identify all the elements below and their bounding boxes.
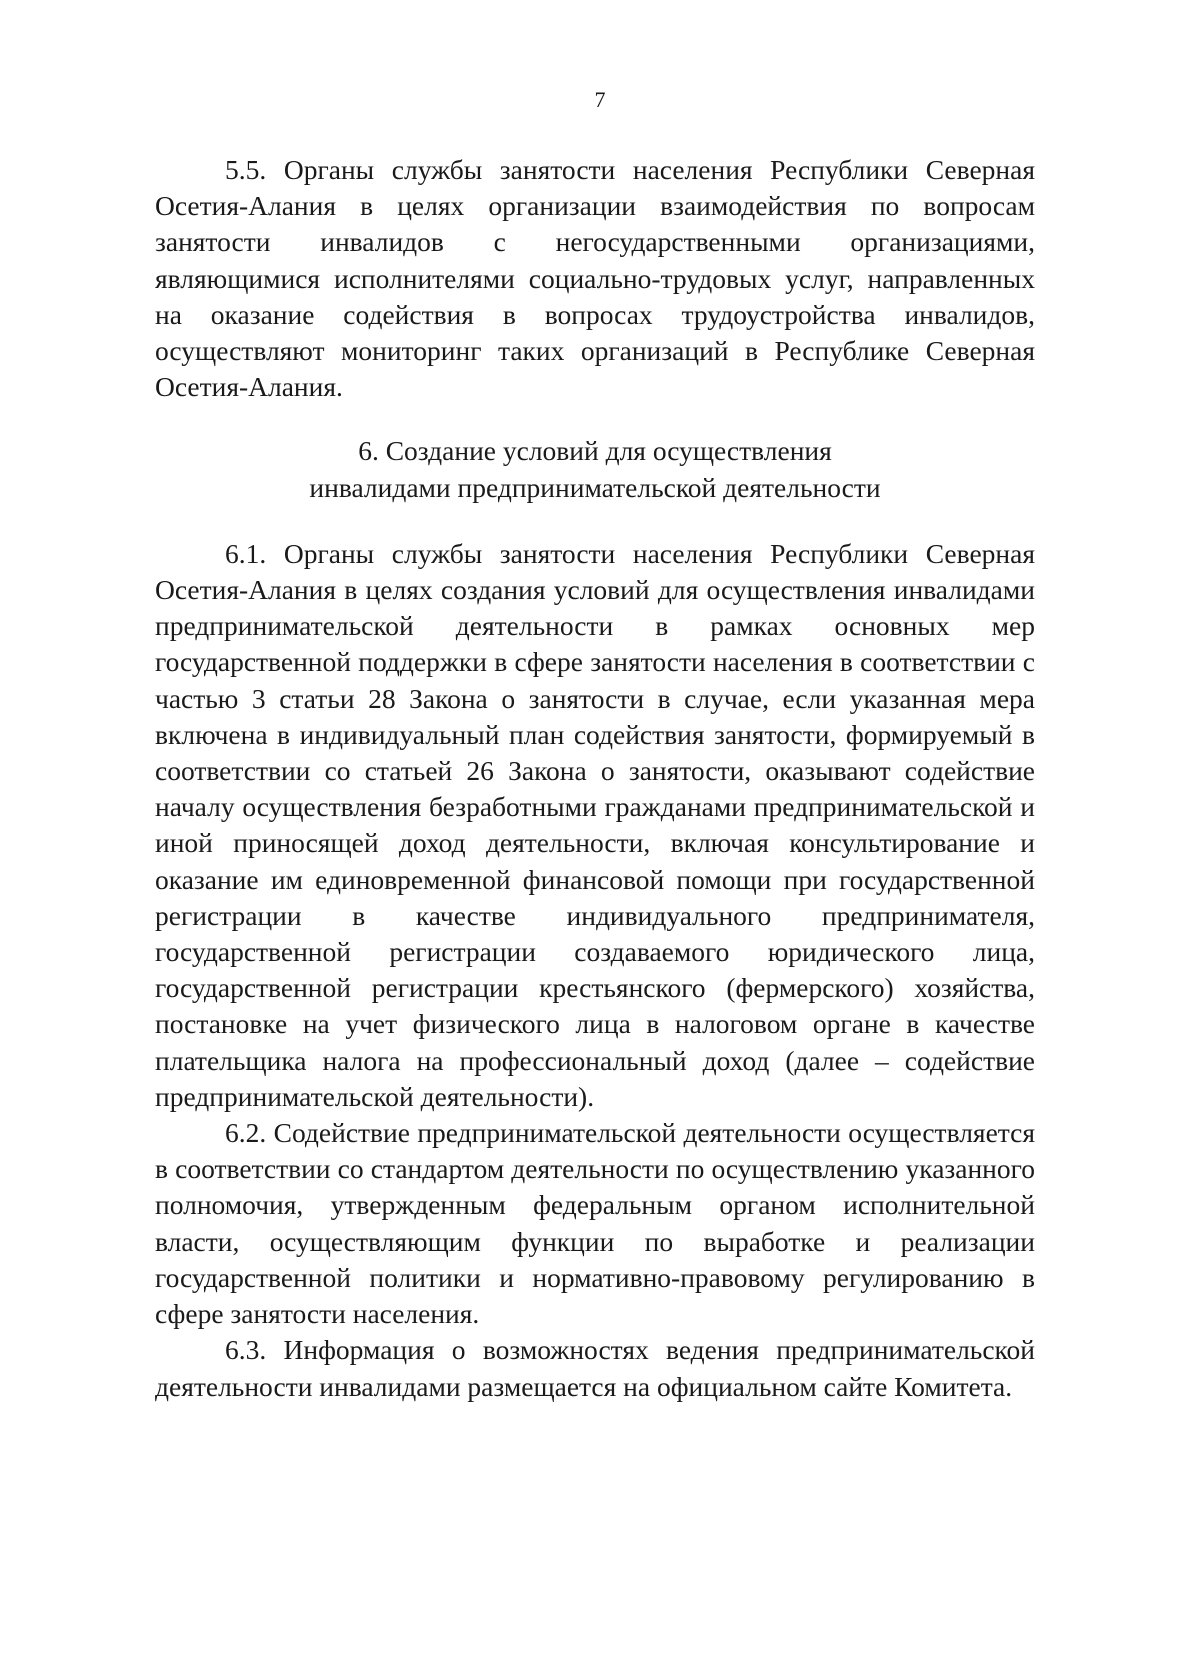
paragraph-6-2: 6.2. Содействие предпринимательской деятельности осуществляется в соответствии со стандартом деятельности по осуществлению указанного полномочия, утвержденным федеральным органом исполнительной власти, осуществляющим функции по выработке и реализации государственной политики и нормативно-правовому регулированию в сфере занятости населения. [155, 1117, 1035, 1330]
paragraph-5-5: 5.5. Органы службы занятости населения Республики Северная Осетия-Алания в целях организации взаимодействия по вопросам занятости инвалидов с негосударственными организациями, являющимися исполнителями социально-трудовых услуг, направленных на оказание содействия в вопросах трудоустройства инвалидов, осуществляют мониторинг таких организаций в Республике Северная Осетия-Алания. [155, 154, 1035, 403]
section-heading-6-line-1: 6. Создание условий для осуществления [358, 435, 832, 467]
paragraph-6-1: 6.1. Органы службы занятости населения Республики Северная Осетия-Алания в целях создания условий для осуществления инвалидами предпринимательской деятельности в рамках основных мер государственной поддержки в сфере занятости населения в соответствии с частью 3 статьи 28 Закона о занятости в случае, если указанная мера включена в индивидуальный план содействия занятости, формируемый в соответствии со статьей 26 Закона о занятости, оказывают содействие началу осуществления безработными гражданами предпринимательской и иной приносящей доход деятельности, включая консультирование и оказание им единовременной финансовой помощи при государственной регистрации в качестве индивидуального предпринимателя, государственной регистрации создаваемого юридического лица, государственной регистрации крестьянского (фермерского) хозяйства, постановке на учет физического лица в налоговом органе в качестве плательщика налога на профессиональный доход (далее – содействие предпринимательской деятельности). [155, 537, 1035, 1112]
page-number: 7 [594, 87, 606, 112]
section-heading-6-line-2: инвалидами предпринимательской деятельности [309, 471, 881, 503]
section-heading-6 [155, 433, 1035, 505]
paragraph-6-3: 6.3. Информация о возможностях ведения предпринимательской деятельности инвалидами размещается на официальном сайте Комитета. [155, 1334, 1035, 1402]
document-body [155, 152, 1035, 1405]
